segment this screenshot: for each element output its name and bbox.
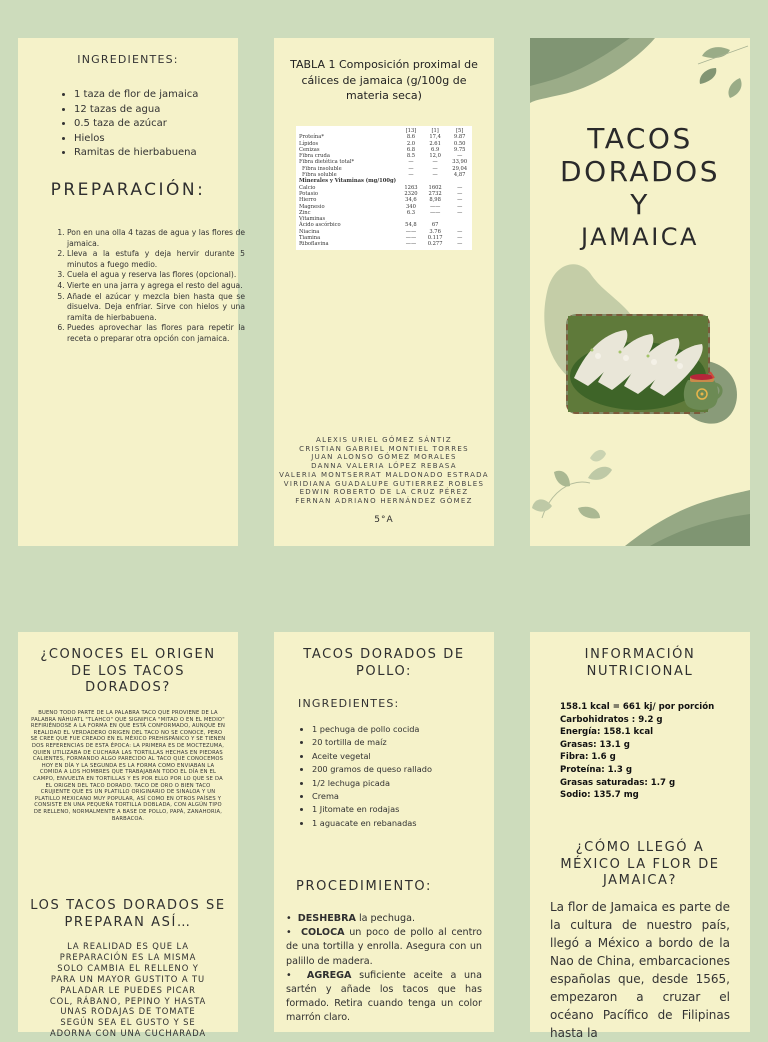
nutrition-item: Sodio: 135.7 mg (560, 790, 639, 801)
nutrition-heading: INFORMACIÓN NUTRICIONAL (584, 647, 696, 679)
table-cell: 6.3 (406, 209, 416, 216)
cover-title-line: JAMAICA (581, 223, 699, 251)
table-cell: Tiamina (299, 235, 321, 242)
table-cell: 54,8 (405, 222, 417, 229)
chicken-tacos-heading: TACOS DORADOS DE POLLO: (303, 647, 465, 679)
author-name: VALERIA MONTSERRAT MALDONADO ESTRADA (279, 470, 489, 479)
cover-title (530, 122, 750, 254)
ingredient-item: • 0.5 taza de azúcar (74, 117, 244, 132)
table-cell: 8.6 (406, 134, 416, 141)
table-cell: Fibra soluble (302, 172, 337, 179)
ingredient-item: • 12 tazas de agua (74, 103, 244, 118)
table-cell: — (457, 203, 463, 210)
table-cell: 12,0 (429, 153, 441, 160)
table-cell: Potasio (299, 190, 319, 197)
procedure-step-verb: AGREGA (306, 969, 352, 981)
table-header-cell: [1] (431, 128, 439, 134)
preparation-steps (53, 228, 245, 345)
table-cell: Proteína* (299, 134, 324, 141)
nutrition-item: Carbohidratos : 9.2 g (560, 714, 663, 725)
cover-decorations (530, 38, 750, 546)
author-name: JUAN ALONSO GÓMEZ MORALES (311, 453, 457, 462)
nutrition-item: Proteína: 1.3 g (560, 764, 633, 775)
table-cell: Ácido ascórbico (299, 222, 341, 229)
procedure-step-text: un poco de pollo al centro de una tortilla y enrolla. Asegura con un palillo de madera. (286, 927, 482, 967)
table-cell: 8.5 (406, 153, 416, 160)
table-cell: — (457, 209, 463, 216)
panel-chicken-tacos (274, 632, 494, 1032)
jamaica-drink-jar-icon (680, 368, 724, 414)
author-name: EDWIN ROBERTO DE LA CRUZ PÉREZ (299, 488, 469, 497)
cover-title-line: Y (630, 188, 650, 221)
ingredients-heading: INGREDIENTES: (77, 53, 179, 66)
table-cell: Fibra cruda (299, 153, 330, 160)
table-header-cell: [13] (405, 128, 417, 134)
table-cell: 34,6 (405, 197, 417, 204)
panel-table-authors (274, 38, 494, 546)
jamaica-history-heading: ¿CÓMO LLEGÓ A MÉXICO LA FLOR DE JAMAICA? (560, 840, 720, 888)
table-cell: —— (405, 241, 417, 248)
nutrition-item: Grasas saturadas: 1.7 g (560, 777, 676, 788)
table-cell: 2320 (404, 190, 418, 197)
composition-table (296, 128, 472, 248)
table-cell: — (457, 190, 463, 197)
table-cell: Calcio (299, 184, 316, 191)
preparation-heading: PREPARACIÓN: (50, 180, 206, 200)
composition-table-container (296, 126, 472, 250)
ingredient-item: • 1 taza de flor de jamaica (74, 88, 244, 103)
table-cell: 0.277 (427, 241, 443, 248)
procedure-heading: PROCEDIMIENTO: (296, 879, 432, 894)
table-cell: 2.0 (406, 140, 416, 147)
table-cell: 340 (406, 203, 416, 210)
table-cell: 0.117 (427, 235, 443, 242)
nutrition-item: Energía: 158.1 kcal (560, 727, 654, 738)
preparation-step: 5. Añade el azúcar y mezcla bien hasta que se disuelva. Deja enfriar. Sirve con hielos y una ramita de hierbabuena. (67, 292, 245, 324)
table-cell: — (408, 172, 414, 179)
table-cell: — (432, 165, 438, 172)
table-cell: — (457, 197, 463, 204)
table-cell: — (457, 153, 463, 160)
chicken-ingredient-item: • 200 gramos de queso rallado (312, 763, 500, 776)
preparation-step: 1. Pon en una olla 4 tazas de agua y las flores de jamaica. (67, 228, 245, 249)
chicken-ingredient-item: • Crema (312, 790, 500, 803)
procedure-steps (286, 912, 482, 1026)
panel-jamaica-recipe (18, 38, 245, 546)
table-cell: 6.8 (406, 146, 416, 153)
procedure-step: • DESHEBRA la pechuga. (286, 913, 415, 924)
table-cell: 67 (431, 222, 439, 229)
preparation-step: 6. Puedes aprovechar las flores para repetir la receta o preparar otra opción con jamaica. (67, 323, 245, 344)
table-cell: 33,90 (452, 159, 468, 166)
table-cell: —— (429, 209, 441, 216)
table-cell: 17,4 (429, 134, 441, 141)
procedure-step: • COLOCA un poco de pollo al centro de una tortilla y enrolla. Asegura con un palillo de madera. (286, 927, 482, 967)
table-row (296, 241, 472, 247)
cover-title-line: TACOS (587, 122, 693, 155)
author-name: DANNA VALERIA LÓPEZ REBASA (311, 462, 457, 471)
table-cell: 0.50 (453, 140, 466, 147)
table-cell: — (457, 228, 463, 235)
table-cell: Riboflavina (299, 241, 329, 248)
table-cell: 9.87 (453, 134, 466, 141)
ingredients-list (58, 88, 244, 161)
chicken-ingredients-heading: INGREDIENTES: (298, 697, 400, 710)
table-cell: 2.61 (429, 140, 441, 147)
chicken-ingredient-item: • 20 tortilla de maíz (312, 736, 500, 749)
table-cell: 9.75 (453, 146, 466, 153)
table-cell: Fibra dietética total* (299, 159, 355, 166)
table-cell: 1602 (428, 184, 442, 191)
nutrition-item: Grasas: 13.1 g (560, 739, 630, 750)
nutrition-facts (560, 701, 740, 802)
table-cell: — (432, 172, 438, 179)
table-cell: Vitaminas (299, 216, 326, 223)
top-right-leaves-icon (698, 46, 748, 98)
cover-title-line: DORADOS (560, 155, 720, 188)
chicken-ingredients-list (296, 723, 500, 830)
table-cell: —— (405, 235, 417, 242)
author-name: VIRIDIANA GUADALUPE GUTIERREZ ROBLES (283, 479, 485, 488)
author-name: CRISTIAN GABRIEL MONTIEL TORRES (299, 444, 469, 453)
table-cell: Fibra insoluble (302, 165, 342, 172)
table-cell: — (408, 159, 414, 166)
authors-list (274, 436, 494, 506)
table-cell: — (432, 159, 438, 166)
table-cell: Cenizas (299, 146, 320, 153)
preparation-how-heading: LOS TACOS DORADOS SE PREPARAN ASÍ… (30, 898, 226, 930)
preparation-step: 2. Lleva a la estufa y deja hervir durante 5 minutos a fuego medio. (67, 249, 245, 270)
table-cell: Zinc (299, 209, 311, 216)
preparation-step: 3. Cuela el agua y reserva las flores (opcional). (67, 270, 245, 281)
panel-tacos-origin (18, 632, 238, 1039)
nutrition-item: Fibra: 1.6 g (560, 752, 616, 763)
procedure-step: • AGREGA suficiente aceite a una sartén y añade los tacos que has formado. Retira cuando tenga un color marrón claro. (286, 969, 482, 1024)
chicken-ingredient-item: • 1 Jitomate en rodajas (312, 803, 500, 816)
table-cell: 6.9 (431, 146, 440, 153)
table-cell: Lípidos (299, 140, 319, 147)
author-name: ALEXIS URIEL GÓMEZ SÁNTIZ (316, 436, 452, 444)
procedure-step-text: suficiente aceite a una sartén y añade los tacos que has formado. Retira cuando tenga un color marrón claro. (286, 969, 482, 1024)
origin-text: BUENO TODO PARTE DE LA PALABRA TACO QUE PROVIENE DE LA PALABRA NÁHUATL "TLAHCO" QUE SIGNIFICA "MITAD O EN EL MEDIO" REFIRIÉNDOSE A LA FORMA EN QUE ESTÁ CONFORMADO, AUNQUE EN REALIDAD EL VERDADERO ORIGEN DEL TACO NO SE CONOCE, PERO SE CREE QUE FUE CREADO EN EL MÉXICO PREHISPÁNICO Y SE TIENEN DOS REFERENCIAS DE ESTA ÉPOCA: LA PRIMERA ES DE MOCTEZUMA, QUIEN UTILIZABA DE CUCHARA LAS TORTILLAS HECHAS EN PIEDRAS CALIENTES, FORMANDO ALGO PARECIDO AL TACO QUE CONOCEMOS HOY EN DÍA Y LA SEGUNDA ES LA FORMA COMO ENVIABAN LA COMIDA A LOS HOMBRES QUE TRABAJABAN TODO EL DÍA EN EL CAMPO, ENVUELTA EN TORTILLAS Y ES POR ELLO POR LO QUE SE DA EL ORIGEN DEL TACO DORADO. TACO DE ORO O BIEN TACO CRUJIENTE QUE ES UN PLATILLO ORIGINARIO DE SINALOA Y UN PLATILLO MEXICANO MUY POPULAR, ASÍ COMO EN OTROS PAÍSES Y CONSISTE EN UNA PEQUEÑA TORTILLA DOBLADA, CON ALGÚN TIPO DE RELLENO, NORMALMENTE A BASE DE POLLO, PAPÁ, ZANAHORIA, BARBACOA. (30, 710, 226, 822)
table-cell: 4,87 (453, 172, 466, 179)
table-cell: 29,04 (452, 165, 468, 172)
table-cell: —— (429, 203, 441, 210)
bottom-left-leaves-icon (532, 450, 612, 519)
table-cell: — (457, 184, 463, 191)
table-cell: 8,98 (429, 197, 441, 204)
procedure-step-verb: COLOCA (300, 927, 345, 939)
table-cell: Magnesio (299, 203, 325, 210)
table-cell: — (408, 165, 414, 172)
author-name: FERNAN ADRIANO HERNÁNDEZ GÓMEZ (295, 496, 473, 505)
chicken-ingredient-item: • 1 pechuga de pollo cocida (312, 723, 500, 736)
table-header-cell: [5] (456, 128, 464, 134)
chicken-ingredient-item: • Aceite vegetal (312, 750, 500, 763)
panel-nutrition-history (530, 632, 750, 1040)
table-cell: — (457, 241, 463, 248)
table-cell: Hierro (299, 197, 317, 204)
jamaica-history-text: La flor de Jamaica es parte de la cultura de nuestro país, llegó a México a bordo de la Nao de China, embarcaciones españolas que, desde 1565, empezaron a cruzar el océano Pacífico de Filipinas hasta la (550, 900, 730, 1040)
table-cell: 2732 (428, 190, 442, 197)
table-cell: —— (405, 228, 417, 235)
procedure-step-verb: DESHEBRA (297, 913, 356, 924)
group-label: 5°A (374, 515, 394, 525)
preparation-step: 4. Vierte en una jarra y agrega el resto del agua. (67, 281, 245, 292)
table-cell: Minerales y Vitaminas (mg/100g) (299, 178, 397, 185)
table-cell: Niacina (299, 228, 320, 235)
procedure-step-text: la pechuga. (355, 913, 415, 924)
nutrition-item: 158.1 kcal = 661 kj/ por porción (560, 702, 715, 712)
preparation-how-text: LA REALIDAD ES QUE LA PREPARACIÓN ES LA MISMA SOLO CAMBIA EL RELLENO Y PARA UN MAYOR GUSTITO A TU PALADAR LE PUEDES PICAR COL, RÁBANO, PEPINO Y HASTA UNAS RODAJAS DE TOMATE SEGÚN SEA EL GUSTO Y SE ADORNA CON UNA CUCHARADA (49, 941, 207, 1039)
ingredient-item: • Ramitas de hierbabuena (74, 146, 244, 161)
table-cell: 3.76 (429, 228, 441, 235)
ingredient-item: • Hielos (74, 132, 244, 147)
table-cell: 1263 (404, 184, 418, 191)
table-caption: TABLA 1 Composición proximal de cálices de jamaica (g/100g de materia seca) (290, 58, 478, 102)
table-cell: — (457, 235, 463, 242)
panel-cover (530, 38, 750, 546)
chicken-ingredient-item: • 1/2 lechuga picada (312, 777, 500, 790)
chicken-ingredient-item: • 1 aguacate en rebanadas (312, 817, 500, 830)
origin-heading: ¿CONOCES EL ORIGEN DE LOS TACOS DORADOS? (40, 647, 216, 695)
